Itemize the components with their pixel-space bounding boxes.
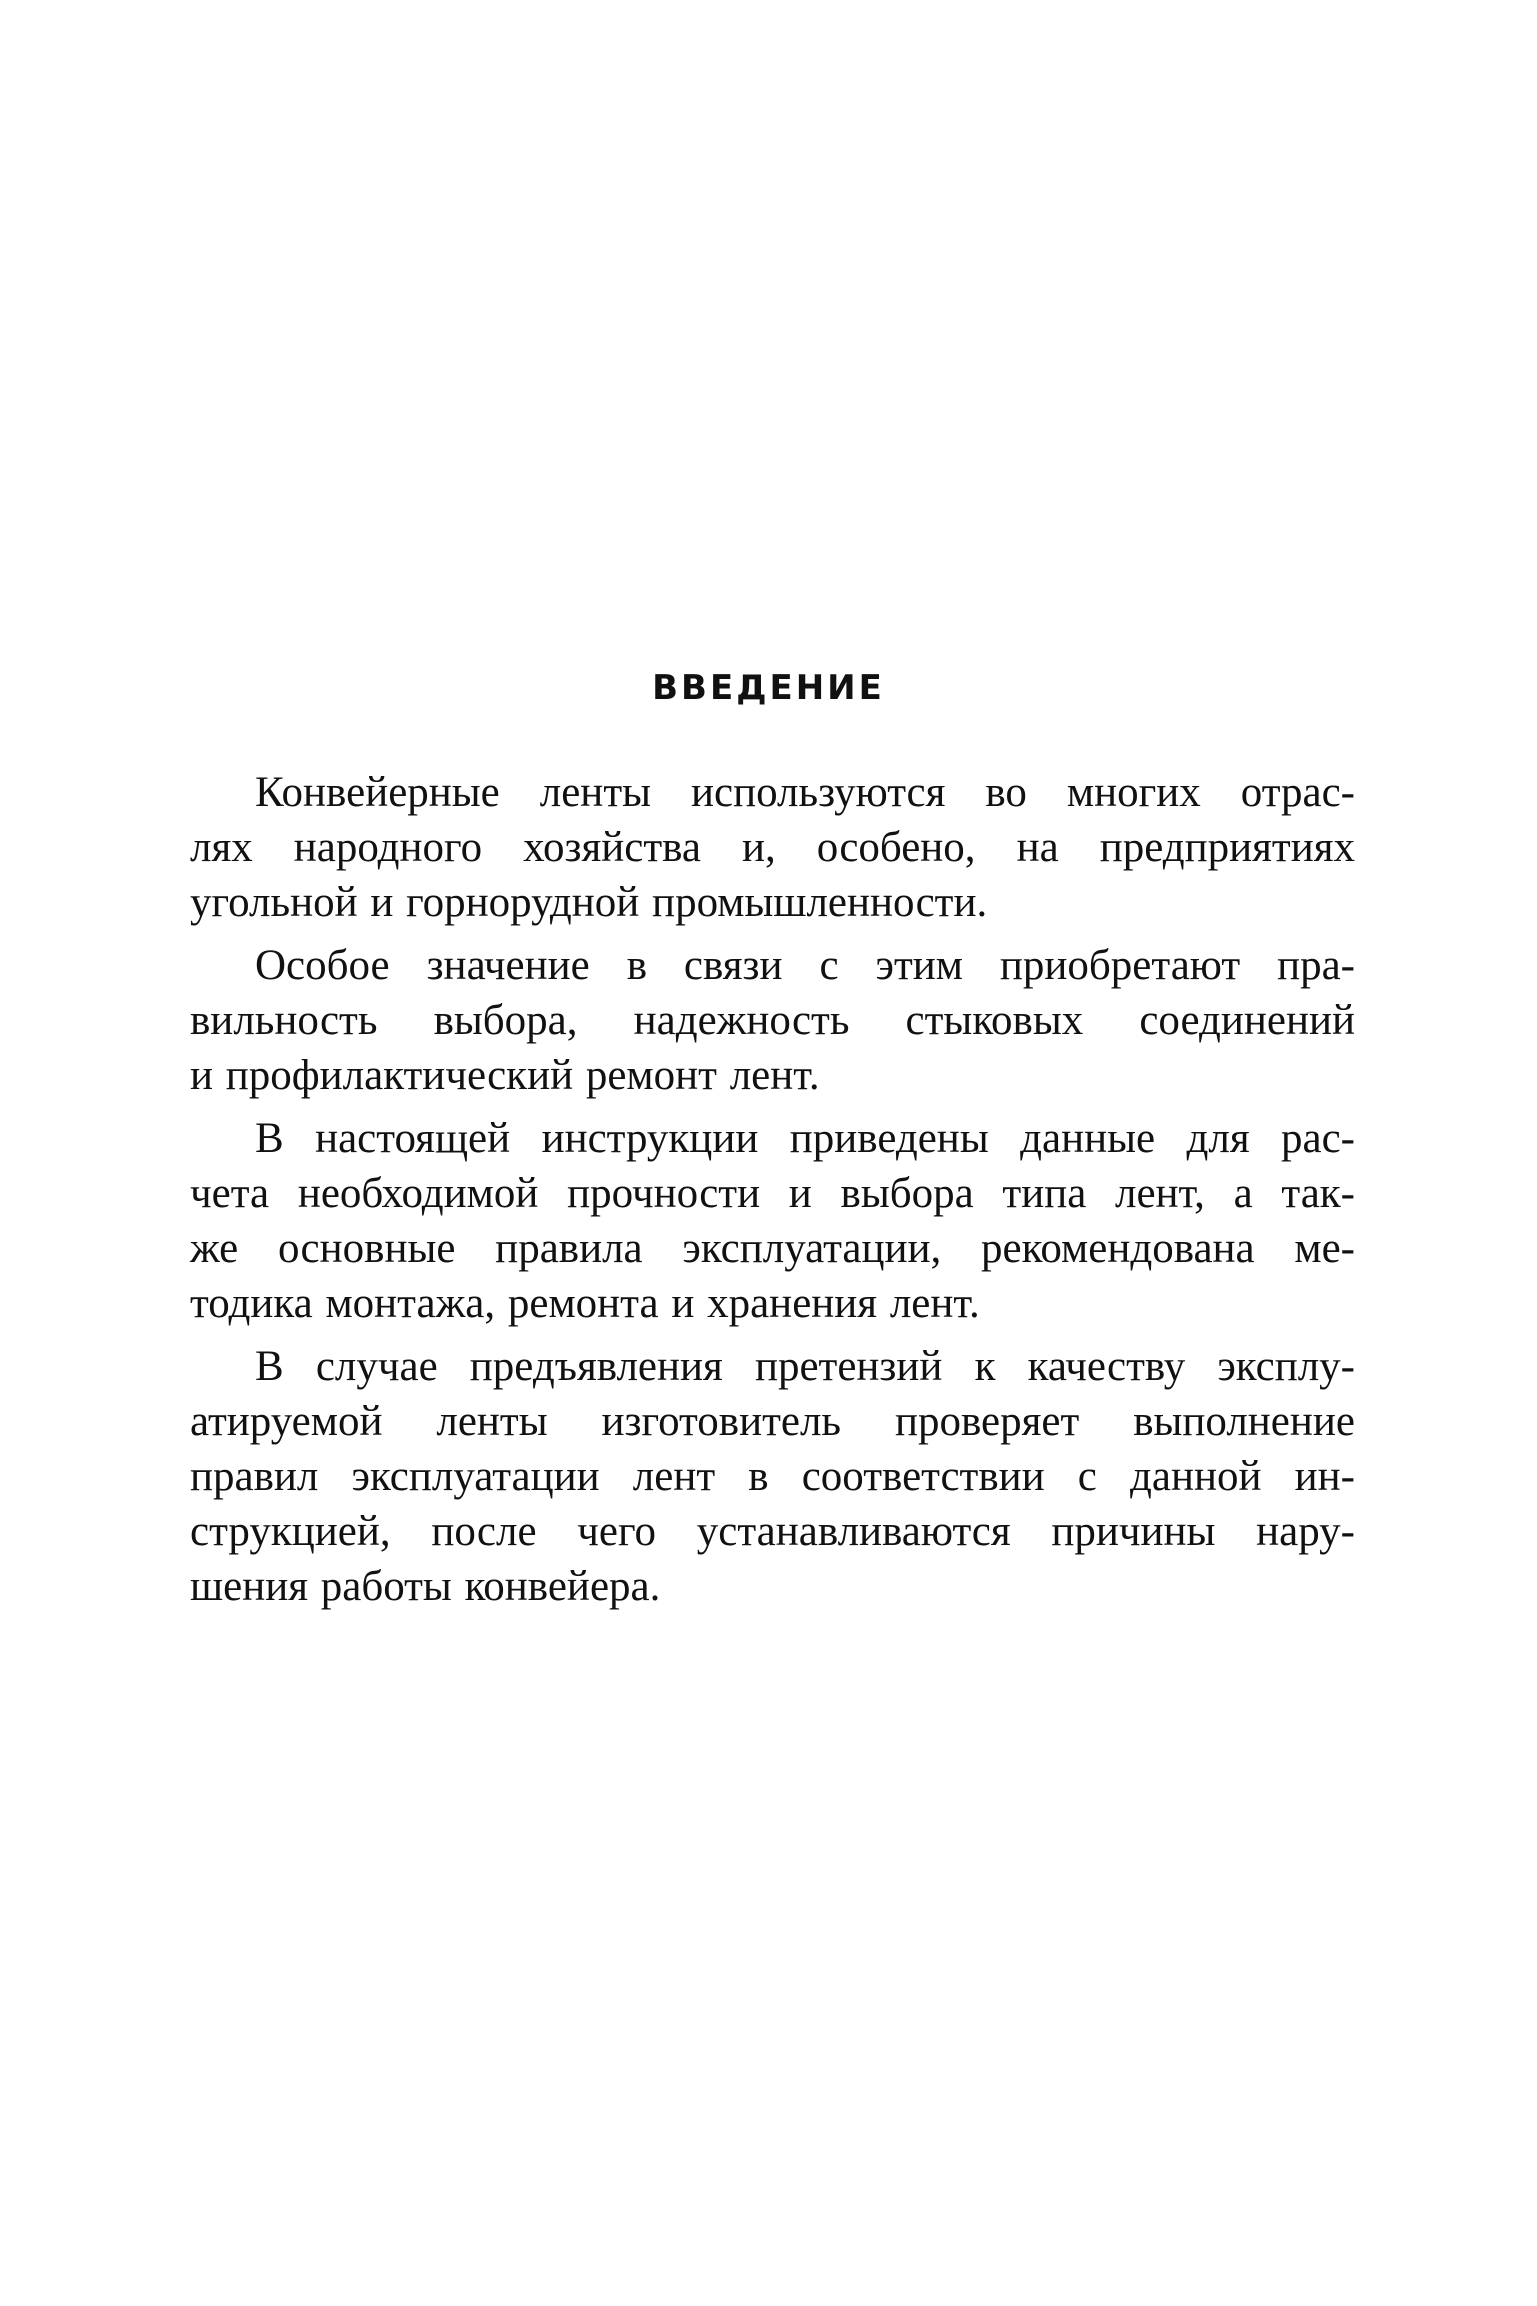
text-line: лях народного хозяйства и, особено, на предприятиях	[190, 824, 1355, 871]
text-line: В настоящей инструкции приведены данные для рас-	[255, 1115, 1355, 1162]
text-line: вильность выбора, надежность стыковых соединений	[190, 997, 1355, 1044]
text-line: шения работы конвейера.	[190, 1563, 661, 1610]
text-line: и профилактический ремонт лент.	[190, 1052, 820, 1099]
body-text	[190, 765, 1355, 1622]
text-line: Особое значение в связи с этим приобретают пра-	[255, 942, 1355, 989]
paragraph-2	[190, 938, 1355, 1103]
text-line: правил эксплуатации лент в соответствии с данной ин-	[190, 1453, 1355, 1500]
paragraph-3	[190, 1111, 1355, 1331]
text-line: Конвейерные ленты используются во многих отрас-	[255, 769, 1355, 816]
text-line: В случае предъявления претензий к качеству эксплу-	[255, 1343, 1355, 1390]
text-line: чета необходимой прочности и выбора типа лент, а так-	[190, 1170, 1355, 1217]
text-line: тодика монтажа, ремонта и хранения лент.	[190, 1280, 980, 1327]
text-line: же основные правила эксплуатации, рекомендована ме-	[190, 1225, 1355, 1272]
text-line: струкцией, после чего устанавливаются причины нару-	[190, 1508, 1355, 1555]
paragraph-4	[190, 1339, 1355, 1614]
page-heading: ВВЕДЕНИЕ	[652, 668, 885, 708]
paragraph-1	[190, 765, 1355, 930]
text-line: атируемой ленты изготовитель проверяет выполнение	[190, 1398, 1355, 1445]
text-line: угольной и горнорудной промышленности.	[190, 879, 988, 926]
